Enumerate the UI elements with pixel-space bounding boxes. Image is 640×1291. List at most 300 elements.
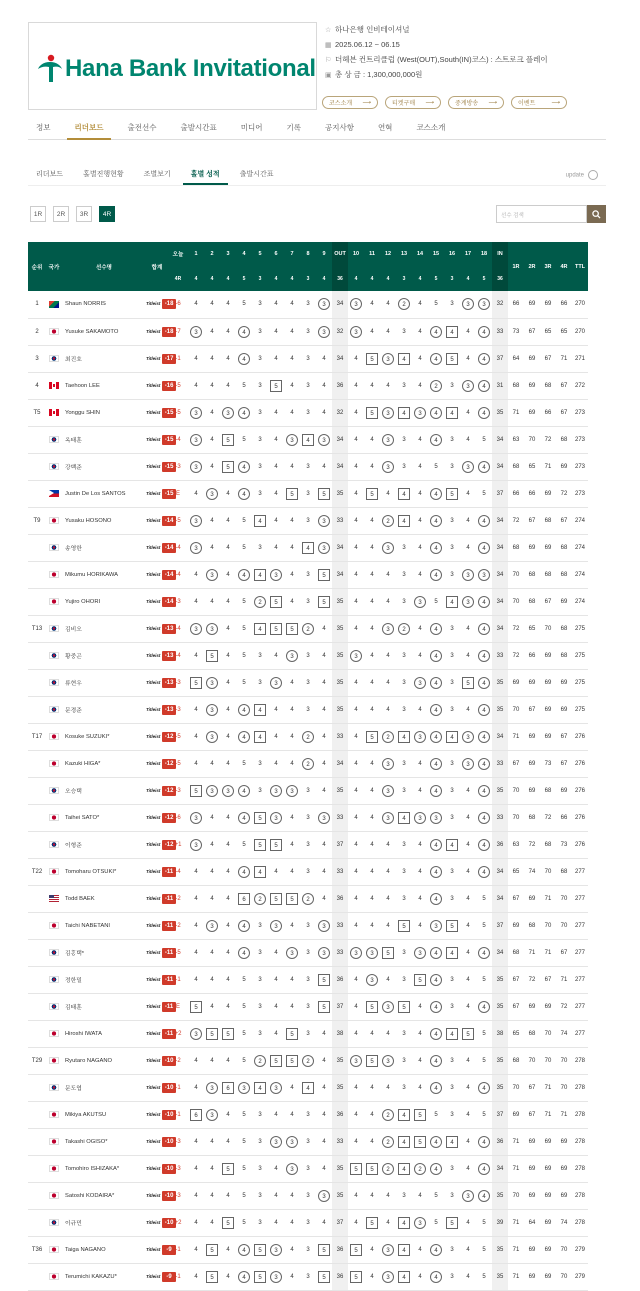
total-badge: -13 [162,705,176,715]
par-score: 4 [354,976,358,983]
row-today: -3 [168,588,188,615]
player-name[interactable]: Taehoon LEE [65,382,100,389]
table-row[interactable] [28,804,620,831]
row-player[interactable] [62,1020,146,1047]
hole-score [252,1263,268,1290]
row-player[interactable] [62,777,146,804]
hole-score [476,696,492,723]
dates-row [325,37,625,52]
player-name[interactable]: 황중곤 [65,654,82,660]
par-score: 3 [450,895,454,902]
row-player[interactable] [62,696,146,723]
hole-score [364,858,380,885]
table-row[interactable] [28,480,620,507]
row-player[interactable] [62,318,146,345]
row-round-score: 72 [540,426,556,453]
sub-nav-item[interactable]: 리더보드 [36,171,64,178]
main-nav-item[interactable]: 출발시간표 [180,123,217,132]
sponsor-logo: Titleist [146,382,161,388]
main-nav-item[interactable]: 연혁 [377,123,393,132]
row-player[interactable] [62,588,146,615]
player-name[interactable]: Satoshi KODAIRA* [65,1192,115,1199]
total-badge: -14 [162,570,176,580]
hole-score [284,750,300,777]
table-row[interactable] [28,372,620,399]
total-badge: -13 [162,651,176,661]
table-row[interactable] [28,399,620,426]
hole-score [300,534,316,561]
par-score: 4 [210,841,214,848]
player-name[interactable]: 이규민 [65,1221,82,1227]
ticket-button[interactable] [385,96,441,109]
hole-score [284,1236,300,1263]
row-player[interactable] [62,885,146,912]
player-name[interactable]: Todd BAEK [65,895,95,902]
main-nav-item[interactable]: 코스소개 [416,123,446,132]
row-today: E [168,993,188,1020]
row-total [146,1236,172,1263]
row-nation [46,993,62,1020]
table-row[interactable] [28,642,620,669]
par-score: 5 [482,1057,486,1064]
player-name[interactable]: Taihei SATO* [65,814,100,821]
hole-score [316,669,332,696]
par-score: 4 [226,301,230,308]
player-name[interactable]: 이형준 [65,843,82,849]
hole-score [476,588,492,615]
hole-score [412,1074,428,1101]
col-today: 오늘 [168,242,188,267]
hole-score [188,669,204,696]
table-row[interactable] [28,1020,620,1047]
hole-score [220,1182,236,1209]
hole-score [220,1020,236,1047]
sub-nav-item[interactable]: 홀별 성적 [183,166,228,185]
row-player[interactable] [62,1074,146,1101]
row-player[interactable] [62,507,146,534]
hole-score [268,885,284,912]
player-name[interactable]: 강백준 [65,465,82,471]
par-score: 4 [210,895,214,902]
row-player[interactable] [62,993,146,1020]
table-row[interactable] [28,1047,620,1074]
row-out: 37 [332,993,348,1020]
row-player[interactable] [62,1182,146,1209]
par-score: 4 [370,436,374,443]
par-score: 4 [354,490,358,497]
row-player[interactable] [62,480,146,507]
row-player[interactable] [62,966,146,993]
player-name[interactable]: Tomoharu OTSUKI* [65,868,117,875]
player-name[interactable]: 문도엽 [65,1086,82,1092]
main-nav-item[interactable]: 리더보드 [67,118,112,140]
table-row[interactable] [28,318,620,345]
hole-score [396,615,412,642]
player-name[interactable]: Mikiya AKUTSU [65,1111,107,1118]
table-row[interactable] [28,885,620,912]
bogey-score: 6 [222,1082,234,1094]
row-player[interactable] [62,1155,146,1182]
table-row[interactable] [28,1209,620,1236]
row-player[interactable] [62,1128,146,1155]
par-score: 4 [194,1219,198,1226]
player-name[interactable]: Taichi NABETANI [65,922,110,929]
table-row[interactable] [28,1182,620,1209]
player-name[interactable]: 정한밀 [65,978,82,984]
row-round-score: 71 [540,885,556,912]
col-par: 4 [220,267,236,292]
hole-score [188,561,204,588]
player-name[interactable]: Kosuke SUZUKI* [65,733,110,740]
hole-score [204,318,220,345]
round-tab[interactable]: 1R [30,206,46,222]
table-row[interactable] [28,750,620,777]
row-player[interactable] [62,750,146,777]
row-nation [46,345,62,372]
par-score: 4 [386,598,390,605]
event-button[interactable] [511,96,567,109]
row-today: -3 [168,696,188,723]
hole-score [444,480,460,507]
table-row[interactable] [28,1074,620,1101]
main-nav-item[interactable]: 미디어 [240,123,263,132]
sub-nav-item[interactable]: 출발시간표 [239,171,274,178]
sponsor-logo: Titleist [146,1111,161,1117]
hole-score [348,858,364,885]
row-round-score: 71 [540,1101,556,1128]
player-name[interactable]: Tomohiro ISHIZAKA* [65,1165,120,1172]
player-name[interactable]: 김비오 [65,627,82,633]
flag-jp-icon [49,814,59,821]
table-row[interactable] [28,966,620,993]
row-round-score: 64 [508,345,524,372]
row-nation [46,453,62,480]
table-row[interactable] [28,993,620,1020]
bogey-score: 5 [366,1163,378,1175]
birdie-score: 3 [462,1190,474,1202]
row-round-score: 69 [556,588,572,615]
row-ttl: 278 [572,1182,588,1209]
main-nav-item[interactable]: 출전선수 [127,123,157,132]
row-player[interactable] [62,642,146,669]
row-total [146,912,174,939]
broadcast-button[interactable] [448,96,504,109]
par-score: 4 [370,652,374,659]
par-score: 4 [290,706,294,713]
hole-score [284,912,300,939]
row-round-score: 69 [540,480,556,507]
hole-score [300,858,316,885]
search-button[interactable] [587,205,606,223]
hole-score [428,1074,444,1101]
search-input[interactable]: 선수 검색 [496,205,587,223]
row-round-score: 70 [540,912,556,939]
table-row[interactable] [28,1236,620,1263]
row-player[interactable] [62,1236,146,1263]
row-round-score: 72 [524,966,540,993]
table-row[interactable] [28,534,620,561]
row-player[interactable] [62,291,146,318]
row-player[interactable] [62,345,146,372]
flag-kr-icon [49,1003,59,1010]
hole-score [348,696,364,723]
row-player[interactable] [62,804,146,831]
hole-score [428,831,444,858]
birdie-score: 3 [414,1217,426,1229]
row-nation [46,1020,62,1047]
row-player[interactable] [62,561,146,588]
row-round-score: 71 [508,399,524,426]
par-score: 4 [274,490,278,497]
hole-score [364,345,380,372]
player-name[interactable]: Kazuki HIGA* [65,760,101,767]
row-in: 35 [492,696,508,723]
par-score: 5 [482,1273,486,1280]
row-player[interactable] [62,1263,146,1290]
row-round-score: 69 [540,1209,556,1236]
hole-score [412,750,428,777]
row-in: 33 [492,750,508,777]
row-player[interactable] [62,426,146,453]
table-row[interactable] [28,669,620,696]
row-position [28,939,46,966]
row-player[interactable] [62,912,146,939]
row-player[interactable] [62,399,146,426]
table-row[interactable] [28,291,620,318]
birdie-score: 3 [238,1082,250,1094]
col-in-par: 36 [492,267,508,292]
row-position [28,696,46,723]
hole-score [236,534,252,561]
table-row[interactable] [28,777,620,804]
hole-score [380,831,396,858]
hole-score [252,1236,268,1263]
row-player[interactable] [62,669,146,696]
table-row[interactable] [28,912,620,939]
row-total [146,561,174,588]
hole-score [268,291,284,318]
hole-score [300,1209,316,1236]
par-score: 5 [482,1111,486,1118]
table-row[interactable] [28,1128,620,1155]
row-player[interactable] [62,615,146,642]
table-row[interactable] [28,723,620,750]
hole-score [252,1020,268,1047]
hole-score [316,966,332,993]
player-name[interactable]: Yusaku HOSONO [65,517,112,524]
player-name[interactable]: Yusuke SAKAMOTO [65,328,119,335]
hole-score [428,1155,444,1182]
player-name[interactable]: Yujiro OHORI [65,598,101,605]
player-name[interactable]: 오승택 [65,789,82,795]
hole-score [476,777,492,804]
row-player[interactable] [62,453,146,480]
round-tab[interactable]: 3R [76,206,92,222]
hole-score [268,642,284,669]
par-score: 4 [226,1003,230,1010]
hole-score [460,885,476,912]
hole-score [316,1155,332,1182]
row-in: 36 [492,831,508,858]
birdie-score: 2 [398,298,410,310]
par-score: 4 [466,895,470,902]
row-player[interactable] [62,831,146,858]
table-row[interactable] [28,426,620,453]
hole-score [460,669,476,696]
hole-score [348,1047,364,1074]
money-icon: ▣ [325,71,332,79]
player-name[interactable]: 김태훈 [65,1005,82,1011]
hole-score [316,723,332,750]
par-score: 5 [434,1219,438,1226]
hole-score [396,777,412,804]
hole-score [348,1020,364,1047]
player-name[interactable]: 류현우 [65,681,82,687]
round-tab[interactable]: 4R [99,206,115,222]
hole-score [204,399,220,426]
hole-score [380,1047,396,1074]
player-name[interactable]: Mikumu HORIKAWA [65,571,119,578]
hole-score [348,804,364,831]
col-par: 3 [252,267,268,292]
row-total [146,993,174,1020]
update-button[interactable] [566,170,598,180]
player-name[interactable]: Hiroshi IWATA [65,1030,102,1037]
total-badge: -10 [162,1083,176,1093]
total-badge: -10 [162,1110,176,1120]
birdie-score: 2 [254,1055,266,1067]
table-row[interactable] [28,345,620,372]
birdie-score: 4 [478,758,490,770]
sub-nav-item[interactable]: 홀별진행현황 [83,171,124,178]
table-row[interactable] [28,1155,620,1182]
main-nav-item[interactable]: 공지사항 [324,123,354,132]
table-row[interactable] [28,561,620,588]
par-score: 3 [450,1111,454,1118]
hole-score [220,534,236,561]
player-name[interactable]: Takashi OGISO* [65,1138,108,1145]
table-row[interactable] [28,588,620,615]
main-nav-item[interactable]: 정보 [36,123,51,132]
table-row[interactable] [28,858,620,885]
hole-score [412,480,428,507]
row-nation [46,804,62,831]
col-par: 4 [460,267,476,292]
player-name[interactable]: 김홍택* [65,951,85,957]
main-nav-item[interactable]: 기록 [286,123,301,132]
par-score: 4 [354,787,358,794]
row-today: E [168,480,188,507]
hole-score [444,858,460,885]
hole-score [316,1236,332,1263]
hole-score [268,939,284,966]
player-name[interactable]: 송영한 [65,546,82,552]
hole-score [396,804,412,831]
hole-score [476,1209,492,1236]
row-round-score: 71 [508,1128,524,1155]
birdie-score: 3 [462,380,474,392]
hole-score [252,723,268,750]
par-score: 5 [482,922,486,929]
flag-kr-icon [49,436,59,443]
birdie-score: 4 [478,515,490,527]
player-name[interactable]: Yonggu SHIN [65,409,100,416]
hole-score [284,1074,300,1101]
player-name[interactable]: Ryutaro NAGANO [65,1057,113,1064]
round-tab[interactable]: 2R [53,206,69,222]
row-player[interactable] [62,1047,146,1074]
table-row[interactable] [28,939,620,966]
hole-score [284,480,300,507]
hole-score [220,453,236,480]
sponsor-logo: Titleist [146,787,161,793]
table-row[interactable] [28,831,620,858]
birdie-score: 3 [318,298,330,310]
table-row[interactable] [28,615,620,642]
row-player[interactable] [62,1209,146,1236]
row-player[interactable] [62,723,146,750]
row-round-score: 72 [524,831,540,858]
table-row[interactable] [28,1101,620,1128]
row-player[interactable] [62,858,146,885]
par-score: 4 [290,382,294,389]
row-player[interactable] [62,939,146,966]
hole-score [444,1155,460,1182]
par-score: 4 [210,814,214,821]
hole-score [460,831,476,858]
birdie-score: 4 [478,1163,490,1175]
par-score: 5 [434,463,438,470]
row-total [146,588,174,615]
hole-score [460,642,476,669]
player-name[interactable]: Shaun NORRIS [65,301,106,308]
hole-score [252,1074,268,1101]
row-player[interactable] [62,372,146,399]
tournament-logo[interactable] [28,22,317,110]
birdie-score: 3 [206,785,218,797]
col-hole: 11 [364,242,380,267]
hole-score [364,453,380,480]
hole-score [364,588,380,615]
sub-nav-item[interactable]: 조별보기 [143,171,171,178]
player-name[interactable]: 최진호 [65,357,82,363]
player-name[interactable]: Taiga NAGANO [65,1246,106,1253]
row-round-score: 67 [508,750,524,777]
player-name[interactable]: Terumichi KAKAZU* [65,1273,117,1280]
col-par: 3 [396,267,412,292]
row-position: T22 [28,858,46,885]
table-row[interactable] [28,453,620,480]
par-score: 4 [226,1192,230,1199]
player-name[interactable]: Justin De Los SANTOS [65,490,126,497]
table-row[interactable] [28,696,620,723]
par-score: 5 [242,760,246,767]
course-intro-button[interactable] [322,96,378,109]
par-score: 4 [322,787,326,794]
hole-score [204,966,220,993]
player-name[interactable]: 문경준 [65,708,82,714]
row-player[interactable] [62,534,146,561]
player-name[interactable]: 옥태훈 [65,438,82,444]
row-player[interactable] [62,1101,146,1128]
hole-score [476,1236,492,1263]
table-row[interactable] [28,507,620,534]
table-row[interactable] [28,1263,620,1290]
par-score: 5 [482,895,486,902]
par-score: 4 [354,598,358,605]
birdie-score: 3 [414,596,426,608]
par-score: 4 [466,1165,470,1172]
